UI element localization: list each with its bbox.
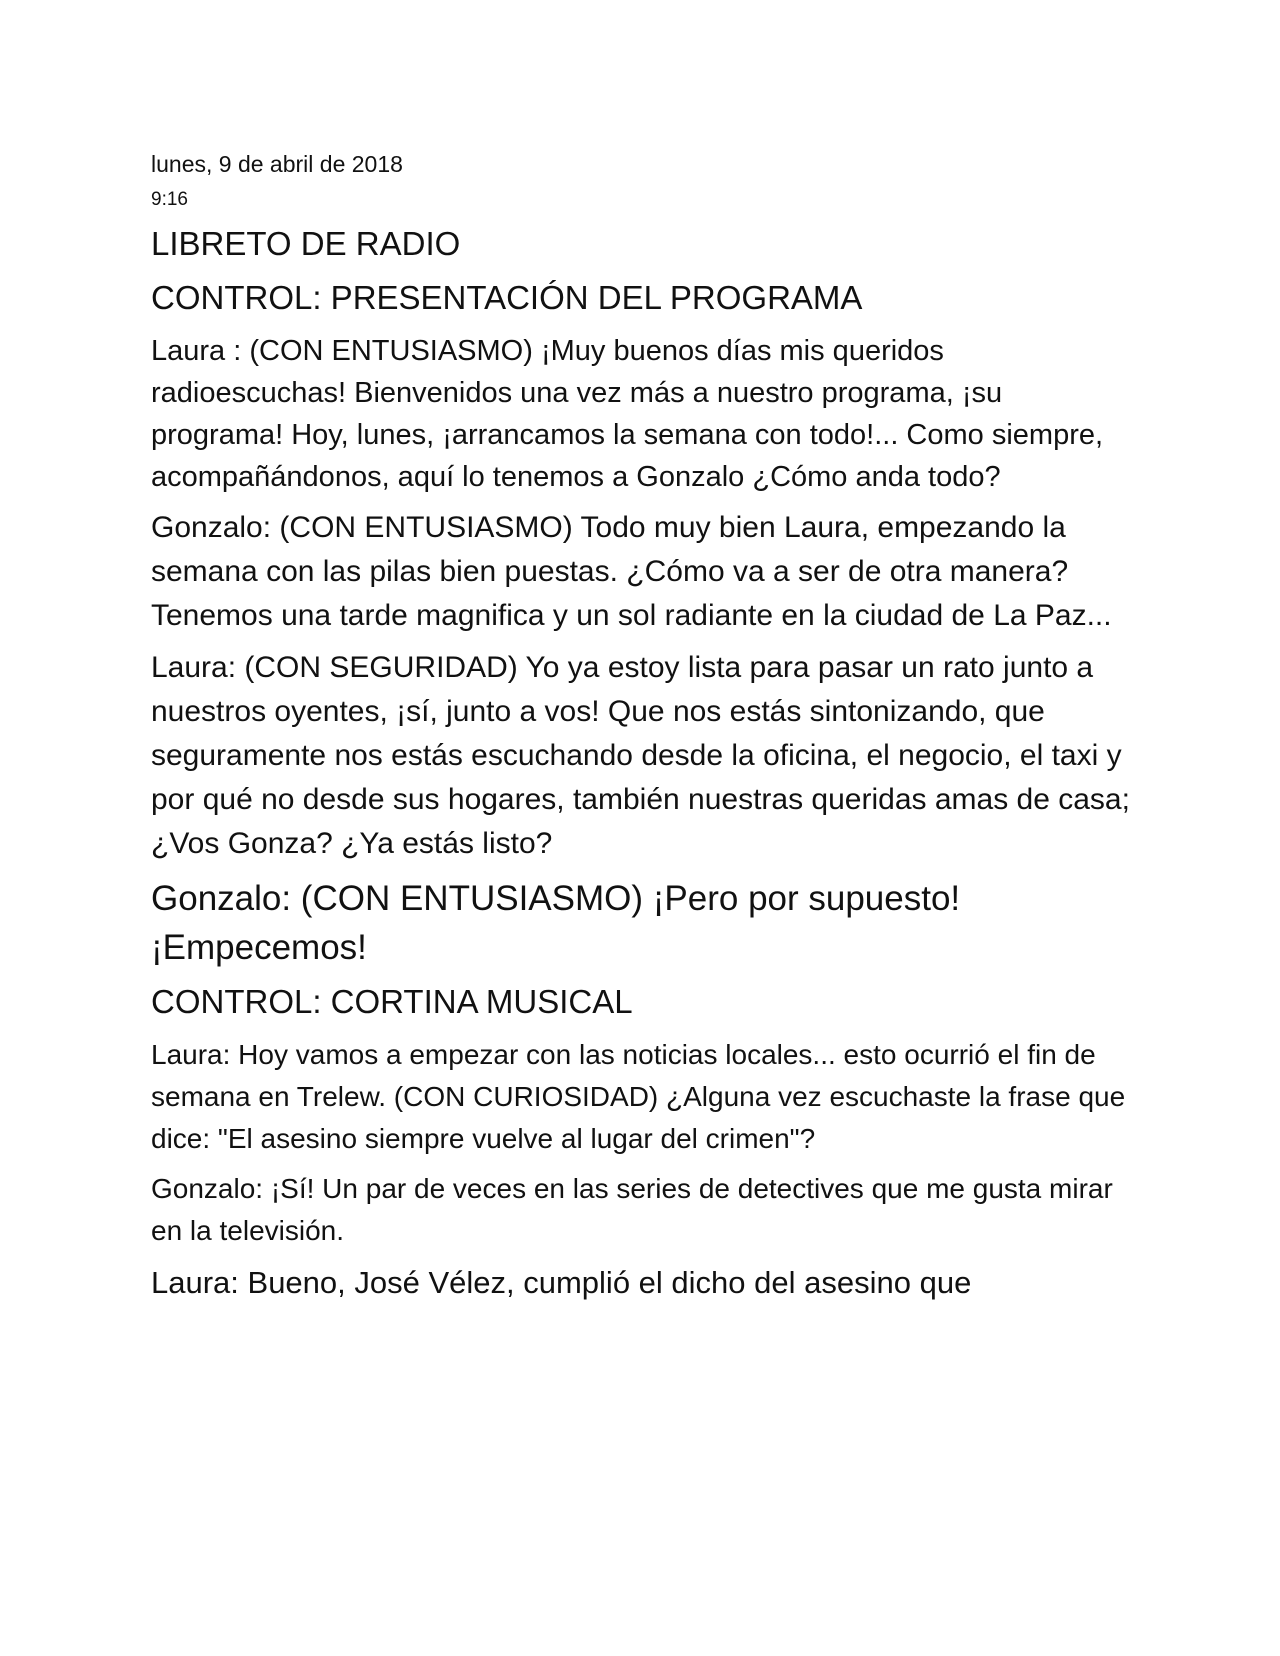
document-time: 9:16 [151,189,188,210]
script-paragraph-laura-1: Laura : (CON ENTUSIASMO) ¡Muy buenos días mis queridos radioescuchas! Bienvenidos una vez más a nuestro programa, ¡su programa! Hoy, lunes, ¡arrancamos la semana con todo!... Como siempre, acompañándonos, aquí lo tenemos a Gonzalo ¿Cómo anda todo? [151,335,1104,493]
control-heading-presentation: CONTROL: PRESENTACIÓN DEL PROGRAMA [151,279,863,316]
script-paragraph-gonzalo-2: Gonzalo: (CON ENTUSIASMO) ¡Pero por supuesto! ¡Empecemos! [151,879,961,967]
script-paragraph-laura-3: Laura: Hoy vamos a empezar con las noticias locales... esto ocurrió el fin de semana en Trelew. (CON CURIOSIDAD) ¿Alguna vez escuchaste la frase que dice: "El asesino siempre vuelve al lugar del crimen"? [151,1039,1126,1154]
document-date: lunes, 9 de abril de 2018 [151,151,403,177]
control-heading-music: CONTROL: CORTINA MUSICAL [151,983,633,1020]
script-paragraph-laura-2: Laura: (CON SEGURIDAD) Yo ya estoy lista para pasar un rato junto a nuestros oyentes, ¡sí, junto a vos! Que nos estás sintonizando, que seguramente nos estás escuchando desde la oficina, el negocio, el taxi y por qué no desde sus hogares, también nuestras queridas amas de casa; ¿Vos Gonza? ¿Ya estás listo? [151,651,1130,860]
script-paragraph-gonzalo-1: Gonzalo: (CON ENTUSIASMO) Todo muy bien Laura, empezando la semana con las pilas bien puestas. ¿Cómo va a ser de otra manera? Tenemos una tarde magnifica y un sol radiante en la ciudad de La Paz... [151,511,1112,632]
script-paragraph-laura-4: Laura: Bueno, José Vélez, cumplió el dicho del asesino que [151,1265,972,1300]
document-page [151,146,1141,1314]
script-paragraph-gonzalo-3: Gonzalo: ¡Sí! Un par de veces en las series de detectives que me gusta mirar en la televisión. [151,1173,1113,1246]
document-title: LIBRETO DE RADIO [151,225,461,262]
